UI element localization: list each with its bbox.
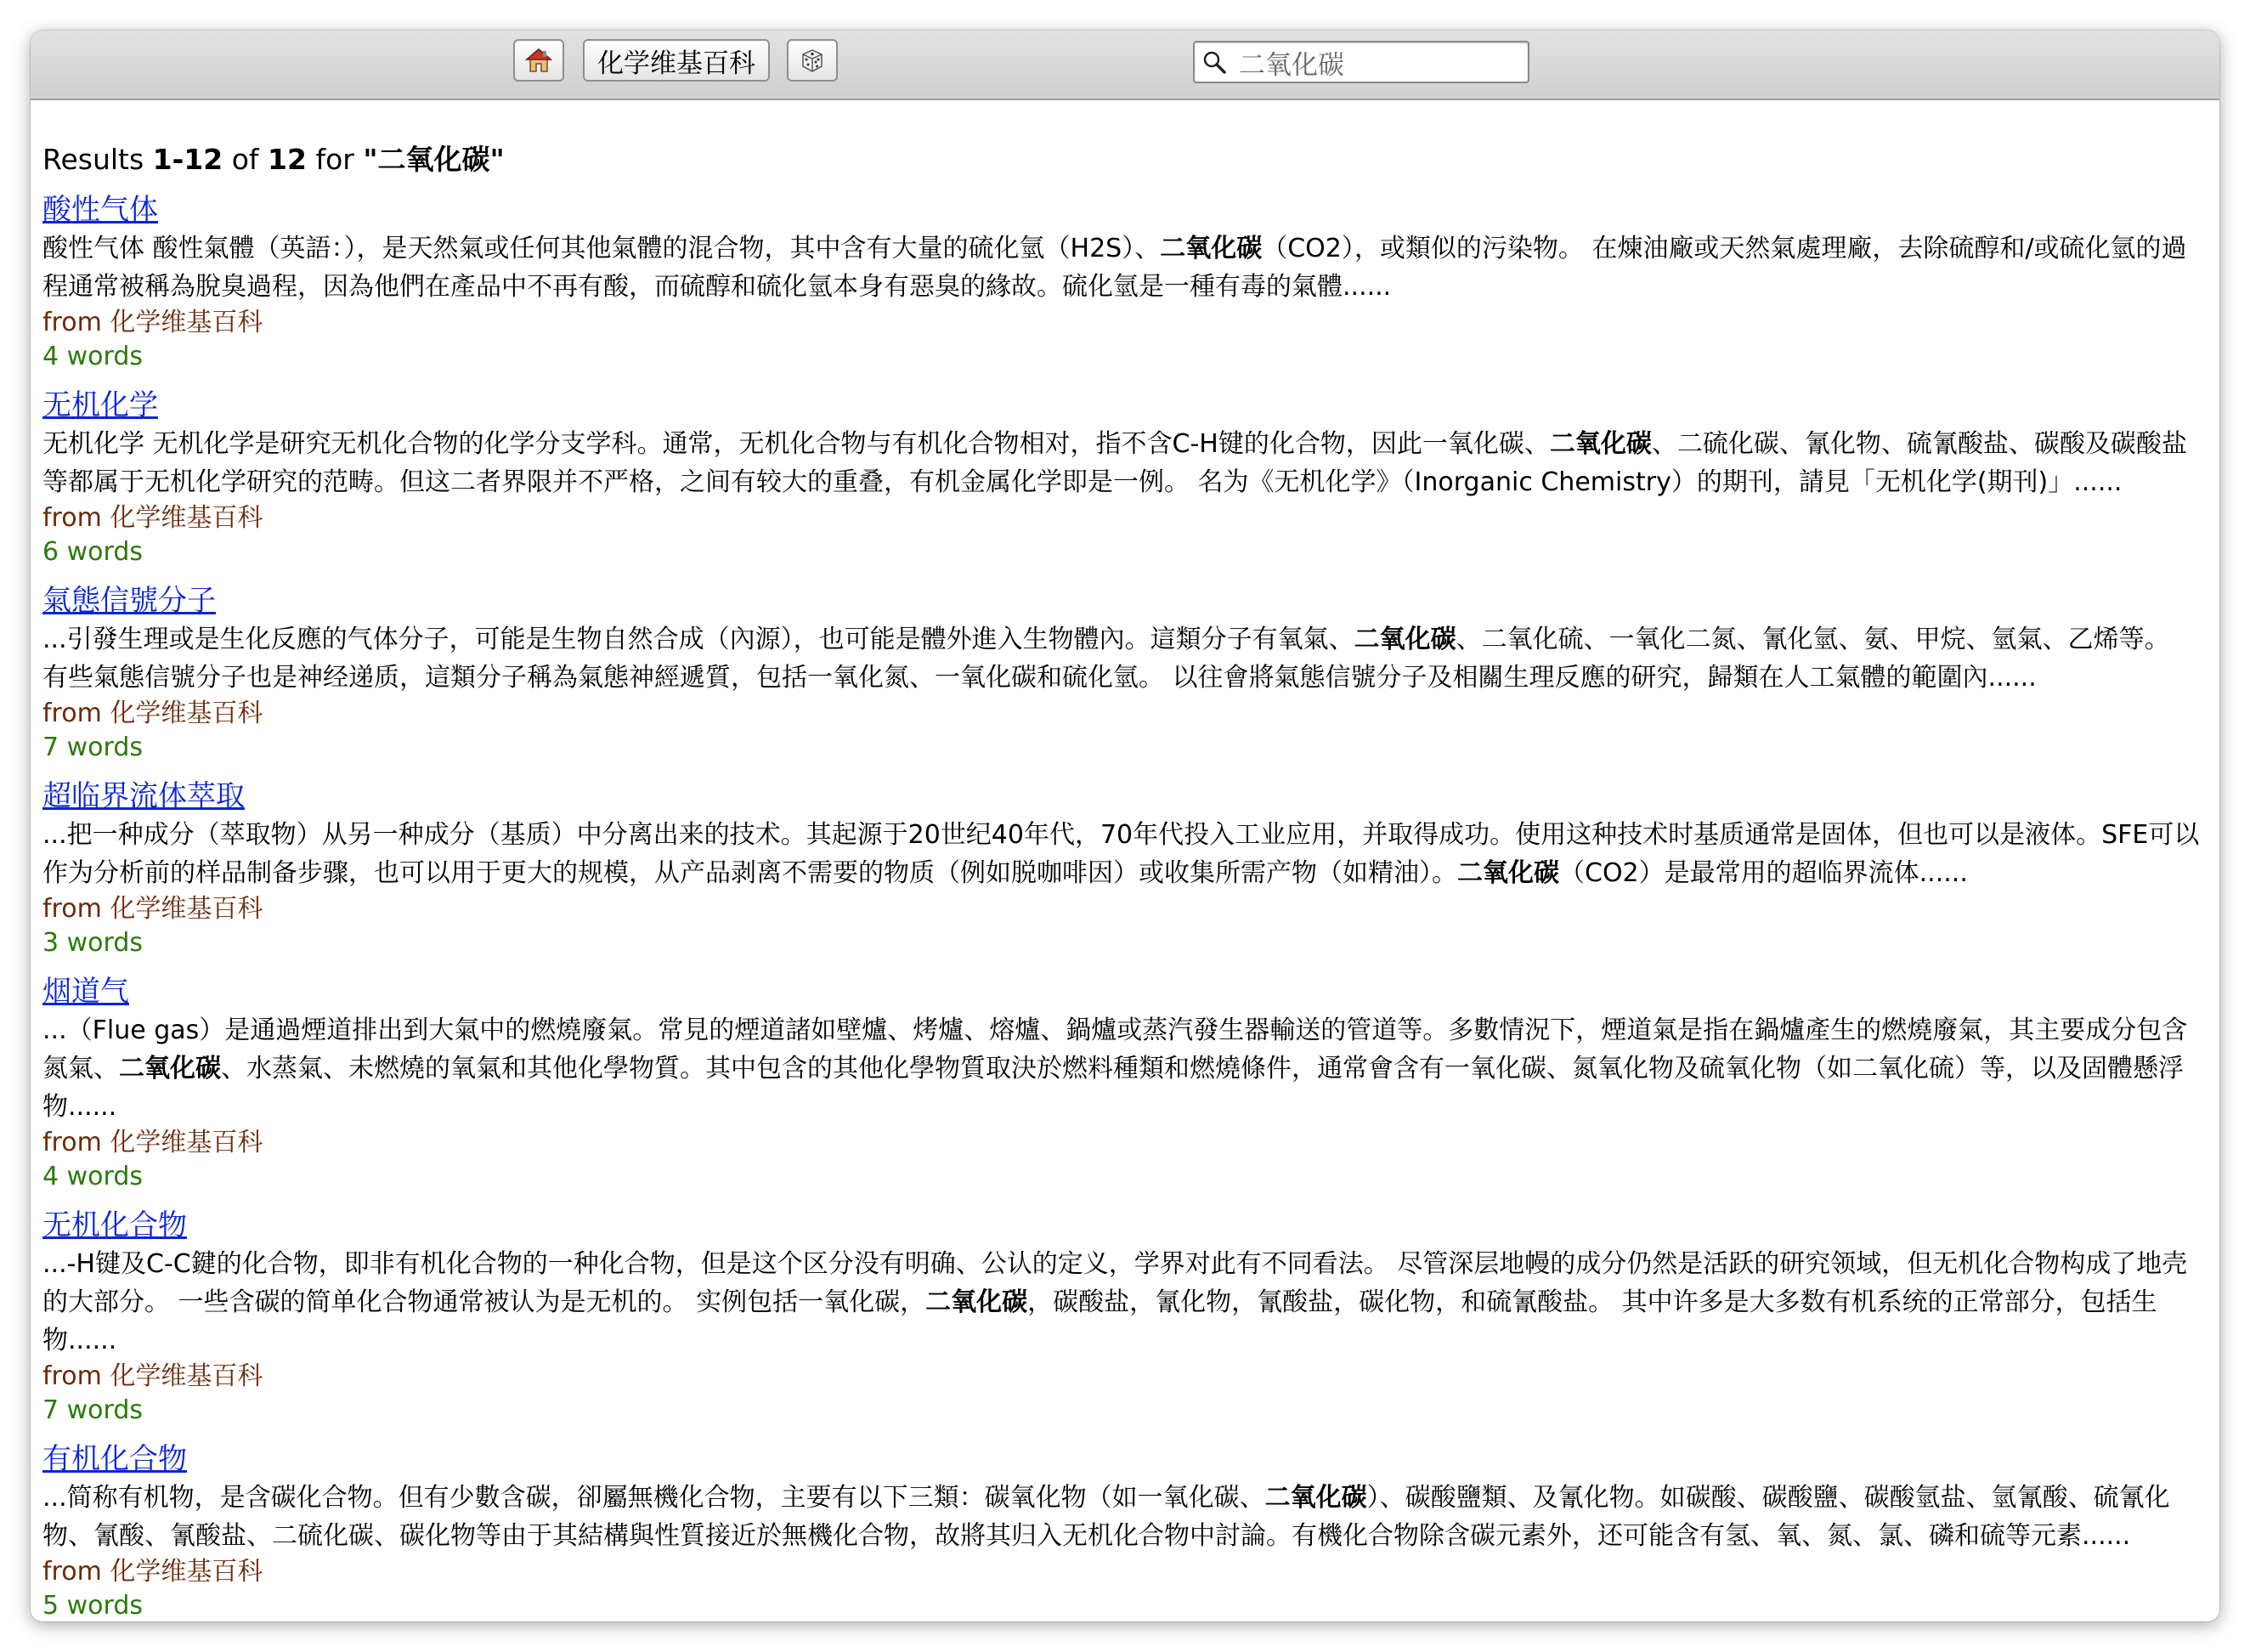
result-word-count: 4 words	[42, 1162, 143, 1191]
result-source: from 化学维基百科	[42, 1557, 263, 1587]
result-item	[42, 777, 2209, 960]
result-snippet	[42, 1011, 2201, 1126]
result-item	[42, 972, 2209, 1194]
result-item	[42, 386, 2209, 569]
result-item	[42, 1440, 2209, 1615]
result-word-count: 7 words	[42, 733, 143, 762]
query-highlight: 二氧化碳	[1549, 429, 1652, 459]
result-snippet	[42, 1479, 2201, 1555]
snippet-text: 酸性气体 酸性氣體（英語：），是天然氣或任何其他氣體的混合物，其中含有大量的硫化氫（H2S）、	[42, 234, 1161, 263]
result-word-count: 7 words	[42, 1395, 143, 1425]
result-title-link[interactable]: 氣態信號分子	[42, 584, 216, 618]
snippet-text: ...引發生理或是生化反應的气体分子，可能是生物自然合成（內源），也可能是體外進入生物體內。這類分子有氧氣、	[42, 625, 1354, 654]
query-highlight: 二氧化碳	[925, 1287, 1028, 1317]
result-source: from 化学维基百科	[42, 699, 263, 728]
snippet-text: ）、碳酸鹽類、及氰化物。如碳酸、碳酸鹽、碳酸氫盐、氫氰酸、硫氰化物、氰酸、氰酸盐、二硫化碳、碳化物等由于其結構與性質接近於無機化合物，故將其归入无机化合物中討論。有機化合物除含碳元素外，还可能含有氢、氧、氮、氯、磷和硫等元素......	[42, 1483, 2170, 1551]
query-highlight: 二氧化碳	[1354, 625, 1456, 654]
result-source: from 化学维基百科	[42, 894, 263, 924]
snippet-text: 、水蒸氣、未燃燒的氧氣和其他化學物質。其中包含的其他化學物質取決於燃料種類和燃燒條件，通常會含有一氧化碳、氮氧化物及硫氧化物（如二氧化硫）等，以及固體懸浮物......	[42, 1054, 2184, 1122]
home-button[interactable]	[513, 39, 564, 82]
result-title-link[interactable]: 酸性气体	[42, 193, 158, 227]
snippet-text: 、二硫化碳、氰化物、硫氰酸盐、碳酸及碳酸盐等都属于无机化学研究的范畴。但这二者界限并不严格，之间有较大的重叠，有机金属化学即是一例。 名为《无机化学》（Inorganic Chemistry）的期刊，請見「无机化学(期刊)」......	[42, 429, 2187, 497]
snippet-text: ...简称有机物，是含碳化合物。但有少數含碳，卻屬無機化合物，主要有以下三類：碳氧化物（如一氧化碳、	[42, 1483, 1265, 1513]
query-highlight: 二氧化碳	[119, 1054, 221, 1083]
result-source: from 化学维基百科	[42, 1128, 263, 1157]
toolbar	[31, 31, 2219, 100]
result-word-count: 6 words	[42, 537, 143, 567]
result-item	[42, 1206, 2209, 1428]
result-word-count: 3 words	[42, 928, 143, 958]
snippet-text: 无机化学 无机化学是研究无机化合物的化学分支学科。通常，无机化合物与有机化合物相对，指不含C-H键的化合物，因此一氧化碳、	[42, 429, 1550, 459]
result-word-count: 4 words	[42, 342, 143, 371]
site-title-label: 化学维基百科	[597, 48, 755, 79]
result-title-link[interactable]: 无机化学	[42, 388, 158, 422]
result-snippet	[42, 620, 2201, 697]
house-icon	[524, 46, 553, 75]
results-total: 12	[268, 143, 307, 176]
search-input[interactable]	[1239, 42, 1519, 82]
snippet-text: ...-H键及C-C鍵的化合物，即非有机化合物的一种化合物，但是这个区分没有明确、公认的定义，学界对此有不同看法。 尽管深层地幔的成分仍然是活跃的研究领域，但无机化合物构成了地壳的大部分。 一些含碳的简单化合物通常被认为是无机的。 实例包括一氧化碳，	[42, 1249, 2188, 1317]
result-title-link[interactable]: 烟道气	[42, 975, 129, 1009]
results-page	[42, 102, 2209, 1615]
snippet-text: 、二氧化硫、一氧化二氮、氰化氫、氨、甲烷、氫氣、乙烯等。 有些氣態信號分子也是神经递质，這類分子稱為氣態神經遞質，包括一氧化氮、一氧化碳和硫化氫。 以往會將氣態信號分子及相關生理反應的研究，歸類在人工氣體的範圍內......	[42, 625, 2170, 693]
result-snippet	[42, 229, 2201, 306]
result-title-link[interactable]: 超临界流体萃取	[42, 779, 245, 813]
result-source: from 化学维基百科	[42, 1361, 263, 1391]
browser-window	[31, 31, 2219, 1621]
result-item	[42, 190, 2209, 374]
snippet-text: ...（Flue gas）是通過煙道排出到大氣中的燃燒廢氣。常見的煙道諸如壁爐、烤爐、熔爐、鍋爐或蒸汽發生器輸送的管道等。多數情況下，煙道氣是指在鍋爐產生的燃燒廢氣，其主要成分包含氮氣、	[42, 1016, 2188, 1083]
results-query: "二氧化碳"	[363, 143, 505, 176]
result-item	[42, 581, 2209, 765]
site-title-button[interactable]	[583, 39, 770, 82]
snippet-text: ...把一种成分（萃取物）从另一种成分（基质）中分离出来的技术。其起源于20世纪40年代，70年代投入工业应用，并取得成功。使用这种技术时基质通常是固体，但也可以是液体。SFE可以作为分析前的样品制备步骤，也可以用于更大的规模，从产品剥离不需要的物质（例如脱咖啡因）或收集所需产物（如精油）。	[42, 820, 2200, 888]
results-prefix: Results	[42, 143, 153, 176]
query-highlight: 二氧化碳	[1457, 858, 1559, 888]
result-word-count: 5 words	[42, 1591, 143, 1615]
results-summary	[42, 141, 2209, 178]
results-of: of	[223, 143, 269, 176]
results-for: for	[306, 143, 364, 176]
result-title-link[interactable]: 无机化合物	[42, 1208, 187, 1242]
results-range: 1-12	[152, 143, 223, 176]
random-article-button[interactable]	[787, 39, 838, 82]
query-highlight: 二氧化碳	[1264, 1483, 1367, 1513]
dice-icon	[798, 46, 827, 75]
query-highlight: 二氧化碳	[1160, 234, 1263, 263]
results-list	[42, 190, 2209, 1615]
snippet-text: （CO2），或類似的污染物。 在煉油廠或天然氣處理廠，去除硫醇和/或硫化氫的過程通常被稱為脫臭過程，因為他們在產品中不再有酸，而硫醇和硫化氫本身有惡臭的緣故。硫化氫是一種有毒的氣體......	[42, 234, 2187, 302]
result-title-link[interactable]: 有机化合物	[42, 1442, 187, 1476]
magnifier-icon	[1201, 49, 1227, 75]
result-snippet	[42, 816, 2201, 892]
result-source: from 化学维基百科	[42, 308, 263, 337]
result-snippet	[42, 425, 2201, 501]
snippet-text: ，碳酸盐，氰化物，氰酸盐，碳化物，和硫氰酸盐。 其中许多是大多数有机系统的正常部分，包括生物......	[42, 1287, 2157, 1355]
result-source: from 化学维基百科	[42, 503, 263, 533]
result-snippet	[42, 1245, 2201, 1360]
snippet-text: （CO2）是最常用的超临界流体......	[1559, 858, 1968, 888]
search-box[interactable]	[1193, 41, 1529, 83]
